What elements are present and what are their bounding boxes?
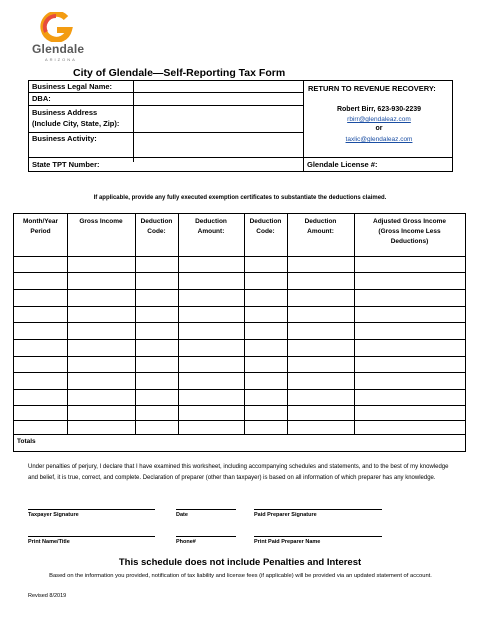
header-deduction-amount-1 bbox=[178, 217, 244, 237]
column-divider bbox=[354, 214, 355, 434]
table-row-line bbox=[14, 306, 465, 307]
email-link-taxlic[interactable]: taxlic@glendaleaz.com bbox=[345, 136, 413, 143]
header-text: Deductions) bbox=[390, 238, 429, 245]
header-month-year bbox=[14, 217, 67, 237]
table-row-line bbox=[14, 420, 465, 421]
print-paid-preparer-name-label: Print Paid Preparer Name bbox=[254, 539, 321, 545]
form-title: City of Glendale—Self-Reporting Tax Form bbox=[73, 67, 286, 79]
table-row-line bbox=[14, 434, 465, 435]
return-to-title: RETURN TO REVENUE RECOVERY: bbox=[308, 84, 436, 93]
table-row-line bbox=[14, 356, 465, 357]
divider bbox=[29, 157, 453, 158]
divider bbox=[303, 81, 304, 172]
business-legal-name-label: Business Legal Name: bbox=[32, 82, 113, 91]
phone-line[interactable] bbox=[176, 536, 236, 537]
contact-name: Robert Birr, 623-930-2239 bbox=[336, 106, 422, 113]
phone-label: Phone# bbox=[176, 539, 196, 545]
header-deduction-code-1 bbox=[135, 217, 178, 237]
header-text: Code: bbox=[256, 228, 275, 235]
header-gross-income bbox=[67, 217, 135, 227]
header-text: Month/Year bbox=[22, 218, 59, 225]
taxpayer-signature-label: Taxpayer Signature bbox=[28, 512, 79, 518]
business-address-label: Business Address bbox=[32, 108, 98, 117]
header-text: Gross Income bbox=[79, 218, 123, 225]
table-row-line bbox=[14, 405, 465, 406]
exemption-notice: If applicable, provide any fully executed exemption certificates to substantiate the deductions claimed. bbox=[93, 195, 387, 201]
header-deduction-code-2 bbox=[244, 217, 287, 237]
or-text: or bbox=[375, 125, 383, 132]
print-paid-preparer-name-line[interactable] bbox=[254, 536, 382, 537]
paid-preparer-signature-line[interactable] bbox=[254, 509, 382, 510]
print-name-title-label: Print Name/Title bbox=[28, 539, 70, 545]
column-divider bbox=[178, 214, 179, 434]
glendale-license-label: Glendale License #: bbox=[307, 160, 378, 169]
divider bbox=[29, 132, 303, 133]
glendale-logo bbox=[28, 12, 88, 64]
business-activity-label: Business Activity: bbox=[32, 134, 97, 143]
header-text: Amount: bbox=[197, 228, 225, 235]
tax-schedule-table bbox=[13, 213, 466, 452]
table-row-line bbox=[14, 256, 465, 257]
business-info-table bbox=[28, 80, 453, 172]
header-text: (Gross Income Less bbox=[378, 228, 441, 235]
table-row-line bbox=[14, 322, 465, 323]
column-divider bbox=[287, 214, 288, 434]
footnote: Based on the information you provided, notification of tax liability and license fees (if applicable) will be provided via an updated statement of account. bbox=[49, 573, 432, 579]
print-name-title-line[interactable] bbox=[28, 536, 155, 537]
date-line[interactable] bbox=[176, 509, 236, 510]
table-row-line bbox=[14, 289, 465, 290]
header-deduction-amount-2 bbox=[287, 217, 354, 237]
header-text: Deduction bbox=[249, 218, 282, 225]
glendale-g-icon bbox=[38, 12, 74, 42]
header-text: Amount: bbox=[307, 228, 334, 235]
logo-name: Glendale bbox=[32, 42, 85, 56]
table-row-line bbox=[14, 372, 465, 373]
table-row-line bbox=[14, 272, 465, 273]
taxpayer-signature-line[interactable] bbox=[28, 509, 155, 510]
revised-date: Revised 8/2019 bbox=[28, 593, 67, 599]
divider bbox=[29, 105, 303, 106]
header-text: Period bbox=[30, 228, 51, 235]
date-label: Date bbox=[176, 512, 188, 518]
penalties-heading: This schedule does not include Penalties and Interest bbox=[118, 557, 362, 568]
header-adjusted-gross-income bbox=[354, 217, 465, 247]
header-text: Adjusted Gross Income bbox=[373, 218, 446, 225]
table-row-line bbox=[14, 339, 465, 340]
perjury-declaration: Under penalties of perjury, I declare that I have examined this worksheet, including accompanying schedules and statements, and to the best of my knowledge and belief, it is true, correct, and complete. Declaration of preparer (other than taxpayer) is based on all information of which preparer has any knowledge. bbox=[28, 464, 449, 481]
header-text: Code: bbox=[147, 228, 166, 235]
divider bbox=[133, 81, 134, 162]
paid-preparer-signature-label: Paid Preparer Signature bbox=[254, 512, 317, 518]
header-text: Deduction bbox=[304, 218, 337, 225]
column-divider bbox=[244, 214, 245, 434]
column-divider bbox=[67, 214, 68, 434]
totals-label: Totals bbox=[17, 438, 36, 445]
header-text: Deduction bbox=[140, 218, 173, 225]
logo-subtitle: ARIZONA bbox=[45, 57, 77, 62]
column-divider bbox=[135, 214, 136, 434]
header-text: Deduction bbox=[195, 218, 227, 225]
business-address-sub-label: (Include City, State, Zip): bbox=[32, 119, 120, 128]
dba-label: DBA: bbox=[32, 94, 51, 103]
email-link-rbirr[interactable]: rbirr@glendaleaz.com bbox=[347, 116, 411, 123]
state-tpt-label: State TPT Number: bbox=[32, 160, 100, 169]
table-row-line bbox=[14, 389, 465, 390]
